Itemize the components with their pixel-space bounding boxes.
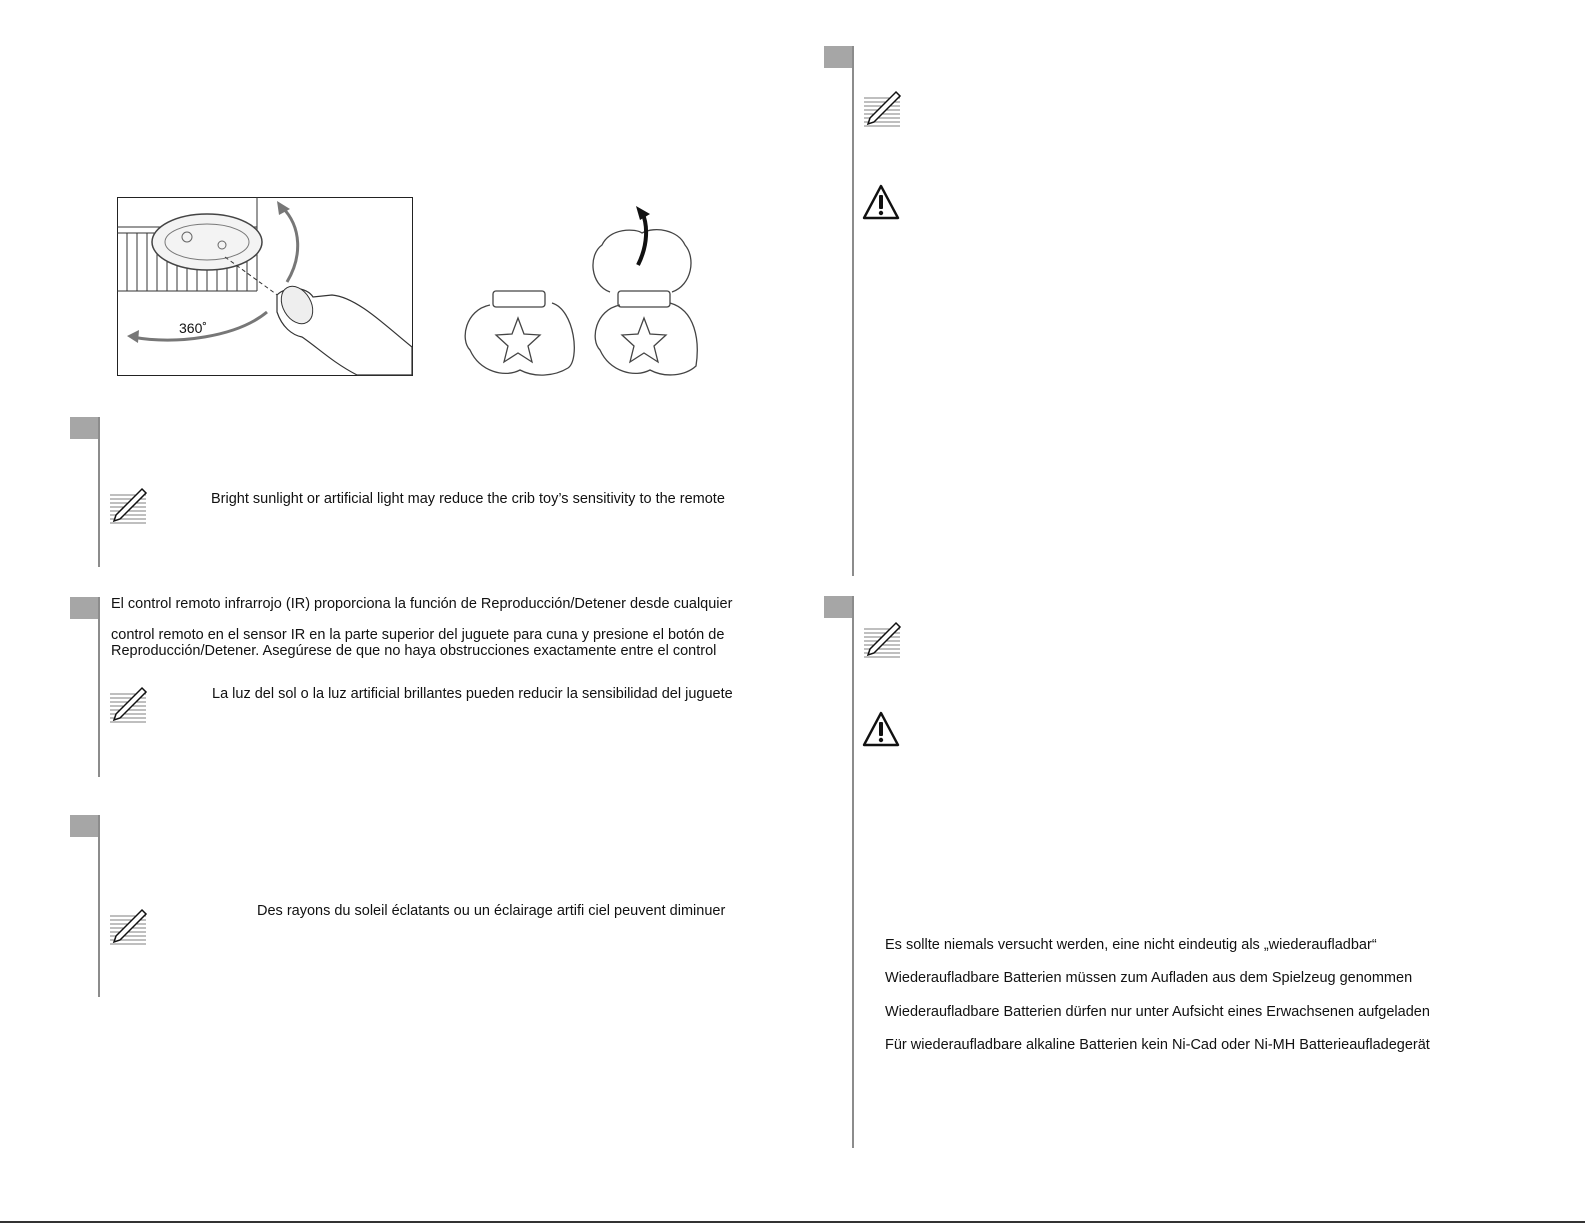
es-line-2: control remoto en el sensor IR en la parte superior del juguete para cuna y presione el botón de bbox=[111, 627, 725, 643]
de-line-1: Es sollte niemals versucht werden, eine nicht eindeutig als „wiederaufladbar“ bbox=[885, 937, 1377, 953]
es-line-1: El control remoto infrarrojo (IR) proporciona la función de Reproducción/Detener desde cualquier bbox=[111, 596, 733, 612]
pencil-note-icon bbox=[110, 686, 148, 726]
fr-note-text: Des rayons du soleil éclatants ou un éclairage artifi ciel peuvent diminuer bbox=[257, 903, 726, 919]
pencil-note-icon bbox=[864, 621, 902, 661]
warning-triangle-icon bbox=[862, 710, 900, 750]
en-note-text: Bright sunlight or artificial light may reduce the crib toy’s sensitivity to the remote bbox=[211, 491, 725, 507]
section-tab-right-2 bbox=[824, 596, 854, 618]
de-line-2: Wiederaufladbare Batterien müssen zum Aufladen aus dem Spielzeug genommen bbox=[885, 970, 1413, 986]
section-rule-right-2 bbox=[852, 596, 854, 1148]
section-rule-fr bbox=[98, 815, 100, 997]
pencil-note-icon bbox=[110, 908, 148, 948]
section-rule-en bbox=[98, 417, 100, 567]
rotation-label: 360˚ bbox=[179, 320, 208, 336]
de-line-4: Für wiederaufladbare alkaline Batterien kein Ni-Cad oder Ni-MH Batterieaufladegerät bbox=[885, 1037, 1430, 1053]
page-bottom-rule bbox=[0, 1221, 1585, 1223]
remote-illustration bbox=[117, 197, 413, 376]
de-line-3: Wiederaufladbare Batterien dürfen nur unter Aufsicht eines Erwachsenen aufgeladen bbox=[885, 1004, 1430, 1020]
es-note-text: La luz del sol o la luz artificial brillantes pueden reducir la sensibilidad del juguete bbox=[212, 686, 733, 702]
pencil-note-icon bbox=[864, 90, 902, 130]
section-rule-right-1 bbox=[852, 46, 854, 576]
section-tab-fr bbox=[70, 815, 100, 837]
section-tab-es bbox=[70, 597, 100, 619]
warning-triangle-icon bbox=[862, 183, 900, 223]
section-tab-en bbox=[70, 417, 100, 439]
pencil-note-icon bbox=[110, 487, 148, 527]
shell-toy-illustration bbox=[460, 200, 700, 380]
es-line-3: Reproducción/Detener. Asegúrese de que no haya obstrucciones exactamente entre el control bbox=[111, 643, 717, 659]
section-rule-es bbox=[98, 597, 100, 777]
section-tab-right-1 bbox=[824, 46, 854, 68]
